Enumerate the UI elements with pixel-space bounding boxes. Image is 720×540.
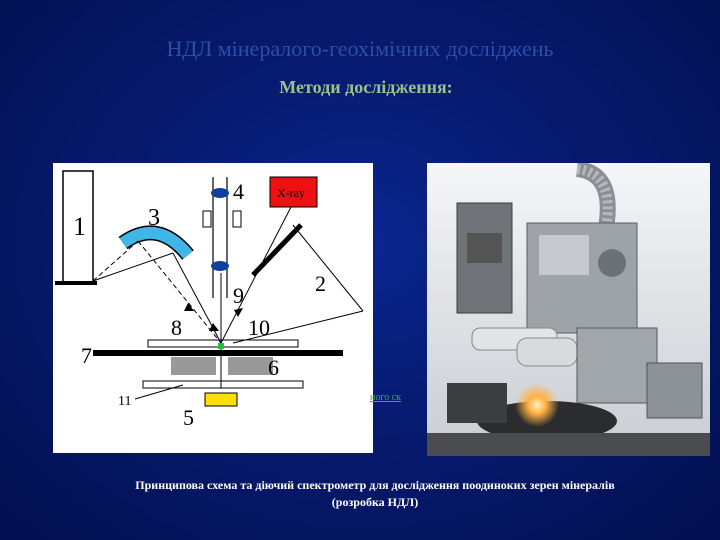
label-6: 6	[268, 355, 279, 380]
hyperlink-fragment[interactable]: ного ск	[370, 392, 402, 403]
label-9: 9	[233, 283, 244, 308]
label-1: 1	[73, 212, 86, 241]
label-11: 11	[118, 394, 132, 409]
label-3: 3	[148, 205, 160, 231]
figure-caption	[60, 477, 690, 511]
spectrometer-schematic	[53, 163, 373, 453]
section-subtitle: Методи дослідження:	[279, 77, 453, 97]
xray-label: X-ray	[277, 186, 305, 200]
label-5: 5	[183, 405, 194, 430]
caption-line-1: Принципова схема та діючий спектрометр для дослідження поодиноких зерен мінералів	[135, 478, 615, 492]
label-2: 2	[315, 271, 326, 296]
label-4: 4	[233, 179, 244, 204]
label-7: 7	[81, 343, 92, 368]
spectrometer-photo	[427, 163, 710, 456]
label-8: 8	[171, 315, 182, 340]
caption-line-2: (розробка НДЛ)	[331, 495, 419, 509]
slide-title: НДЛ мінералого-геохімічних досліджень	[166, 36, 554, 61]
label-10: 10	[248, 315, 270, 340]
